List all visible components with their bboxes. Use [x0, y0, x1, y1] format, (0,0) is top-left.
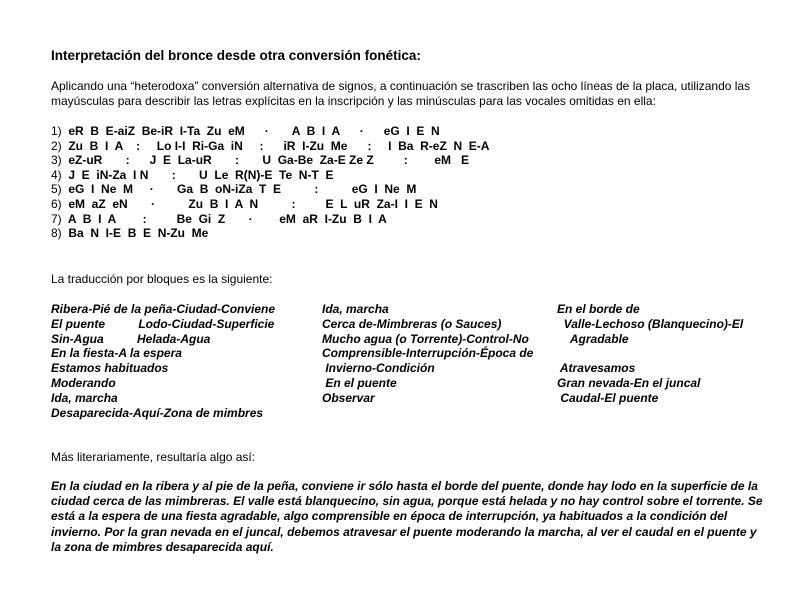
- block-item: Estamos habituados: [51, 361, 169, 376]
- block-item: Observar: [322, 390, 375, 405]
- block-item: Cerca de-Mimbreras (o Sauces): [322, 316, 502, 331]
- line-number: 8): [51, 226, 62, 241]
- line-text: A B I A : Be Gi Z · eM aR I-Zu B I A: [67, 211, 387, 226]
- block-item: El puente Lodo-Ciudad-Superficie: [51, 316, 275, 331]
- block-column-2: [322, 302, 533, 406]
- inscription-line: [51, 153, 489, 168]
- inscription-line: [51, 212, 489, 227]
- block-item: [557, 346, 743, 361]
- block-item: Ida, marcha: [51, 390, 118, 405]
- page-title: Interpretación del bronce desde otra conversión fonética:: [51, 48, 421, 63]
- line-text: Zu B I A : Lo I-I Ri-Ga iN : iR I-Zu Me : I Ba R-eZ N E-A: [68, 138, 490, 153]
- block-item: Ribera-Pié de la peña-Ciudad-Conviene: [51, 302, 276, 316]
- block-item: En la fiesta-A la espera: [51, 346, 182, 361]
- line-number: 2): [51, 138, 62, 153]
- line-text: Ba N I-E B E N-Zu Me: [68, 226, 209, 241]
- block-item: Sin-Agua Helada-Agua: [51, 331, 211, 346]
- inscription-line: [51, 139, 489, 154]
- block-item: Desaparecida-Aquí-Zona de mimbres: [51, 405, 264, 420]
- inscription-line: [51, 197, 489, 212]
- block-item: En el borde de: [557, 302, 640, 316]
- literary-paragraph: En la ciudad en la ribera y al pie de la peña, conviene ir sólo hasta el borde del puente, donde hay lodo en la superficie de la ciudad cerca de las mimbreras. El valle está blanquecino, sin agua, porque está helada y no hay control sobre el torrente. Se está a la espera de una fiesta agradable, algo comprensible en época de interrupción, ya habituados a la condición del invierno. Por la gran nevada en el juncal, debemos atravesar el puente moderando la marcha, al ver el caudal en el puente y la zona de mimbres desaparecida aquí.: [51, 479, 763, 554]
- line-text: eM aZ eN · Zu B I A N : E L uR Za-I I E N: [68, 196, 438, 211]
- inscription-line: [51, 182, 489, 197]
- block-item: Caudal-El puente: [557, 390, 659, 405]
- block-column-1: [51, 302, 275, 420]
- block-item: Valle-Lechoso (Blanquecino)-El: [557, 316, 744, 331]
- inscription-line: [51, 226, 489, 241]
- line-number: 1): [51, 124, 62, 138]
- inscription-line: [51, 168, 489, 183]
- line-number: 5): [51, 182, 62, 197]
- line-text: eG I Ne M · Ga B oN-iZa T E : eG I Ne M: [68, 182, 417, 197]
- block-item: Invierno-Condición: [322, 361, 435, 376]
- block-item: Agradable: [557, 331, 629, 346]
- line-number: 4): [51, 167, 62, 182]
- intro-paragraph: Aplicando una “heterodoxa” conversión alternativa de signos, a continuación se trascriben las ocho líneas de la placa, utilizando las mayúsculas para describir las letras explícitas en la inscripción y las minúsculas para las vocales omitidas en ella:: [51, 79, 751, 108]
- translation-blocks: [51, 302, 771, 422]
- block-column-3: [557, 302, 743, 406]
- block-item: Gran nevada-En el juncal: [557, 375, 701, 390]
- block-item: Mucho agua (o Torrente)-Control-No: [322, 331, 529, 346]
- line-number: 6): [51, 196, 62, 211]
- line-text: eR B E-aiZ Be-iR I-Ta Zu eM · A B I A · eG I E N: [68, 124, 440, 138]
- translation-heading: La traducción por bloques es la siguiente:: [51, 272, 273, 286]
- line-text: J E iN-Za I N : U Le R(N)-E Te N-T E: [68, 167, 334, 182]
- inscription-line: [51, 124, 489, 139]
- line-text: eZ-uR : J E La-uR : U Ga-Be Za-E Ze Z : eM E: [68, 153, 470, 168]
- line-number: 7): [51, 211, 62, 226]
- literary-heading: Más literariamente, resultaría algo así:: [51, 450, 256, 464]
- block-item: Moderando: [51, 375, 116, 390]
- block-item: Atravesamos: [557, 361, 636, 376]
- block-item: En el puente: [322, 375, 397, 390]
- block-item: Comprensible-Interrupción-Época de: [322, 346, 534, 361]
- inscription-lines: [51, 124, 489, 241]
- line-number: 3): [51, 153, 62, 168]
- block-item: Ida, marcha: [322, 302, 389, 316]
